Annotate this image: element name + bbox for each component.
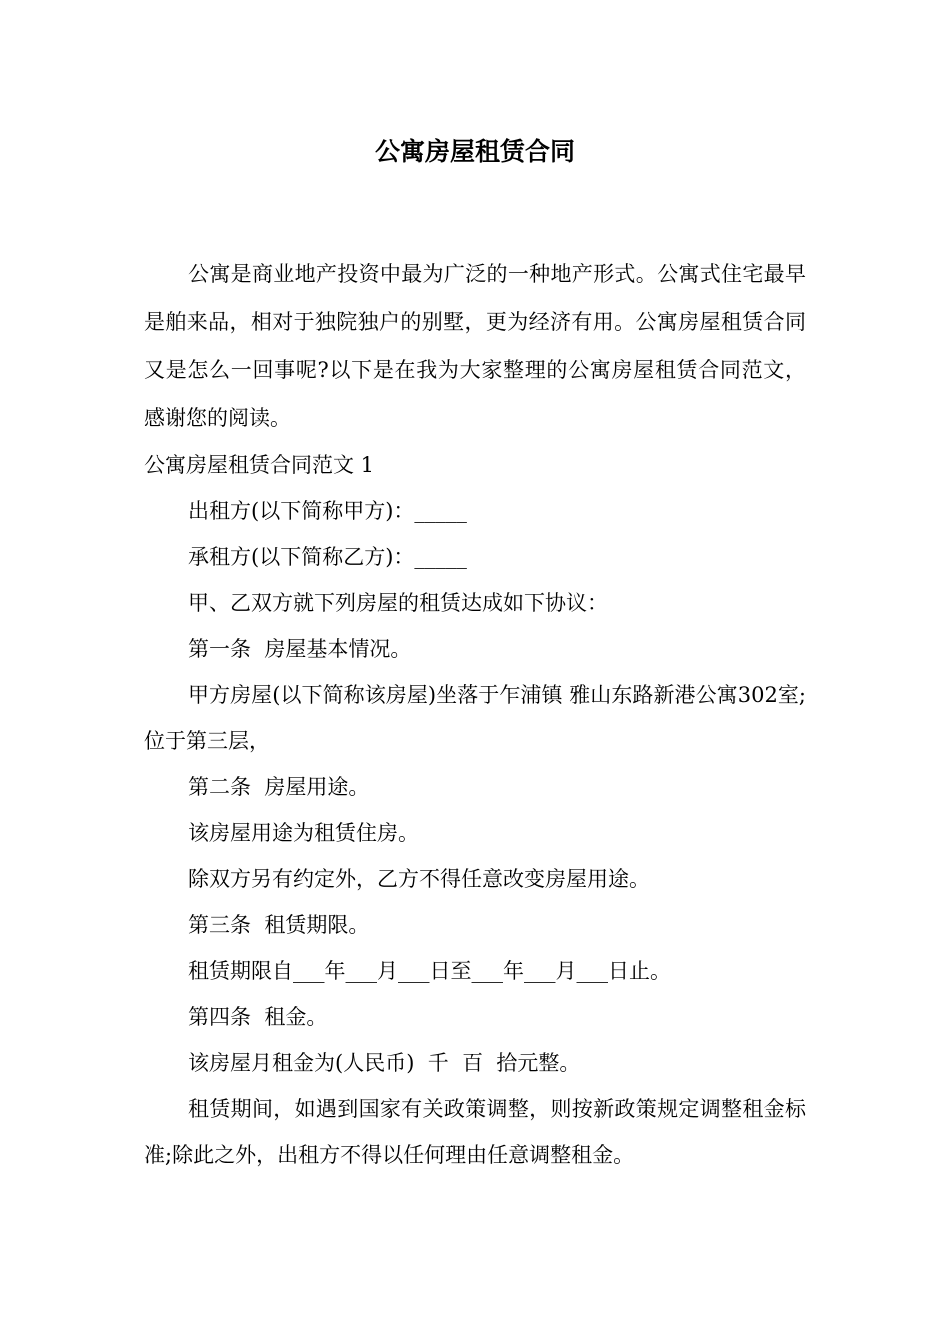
agreement-line: 甲、乙双方就下列房屋的租赁达成如下协议： [188,591,608,615]
document-title: 公寓房屋租赁合同 [374,137,575,166]
article-2-body-1: 该房屋用途为租赁住房。 [188,821,419,845]
article-1-body: 甲方房屋(以下简称该房屋)坐落于乍浦镇 雅山东路新港公寓302室;位于第三层， [144,683,806,753]
section-heading: 公寓房屋租赁合同范文 1 [144,453,375,477]
article-4-title: 第四条 租金。 [188,1005,328,1029]
article-2-body-2: 除双方另有约定外，乙方不得任意改变房屋用途。 [188,867,650,891]
intro-paragraph: 公寓是商业地产投资中最为广泛的一种地产形式。公寓式住宅最早是舶来品，相对于独院独户的别墅，更为经济有用。公寓房屋租赁合同又是怎么一回事呢?以下是在我为大家整理的公寓房屋租赁合同范文，感谢您的阅读。 [144,262,806,430]
article-1-title: 第一条 房屋基本情况。 [188,637,412,661]
lessor-line: 出租方(以下简称甲方)：_____ [188,499,467,523]
document-body [144,250,806,1178]
lessee-line: 承租方(以下简称乙方)：_____ [188,545,467,569]
article-4-body-1: 该房屋月租金为(人民币) 千 百 拾元整。 [188,1051,581,1075]
article-3-title: 第三条 租赁期限。 [188,913,370,937]
article-4-body-2: 租赁期间，如遇到国家有关政策调整，则按新政策规定调整租金标准;除此之外，出租方不得以任何理由任意调整租金。 [144,1097,806,1167]
article-3-body: 租赁期限自___年___月___日至___年___月___日止。 [188,959,671,983]
article-2-title: 第二条 房屋用途。 [188,775,370,799]
